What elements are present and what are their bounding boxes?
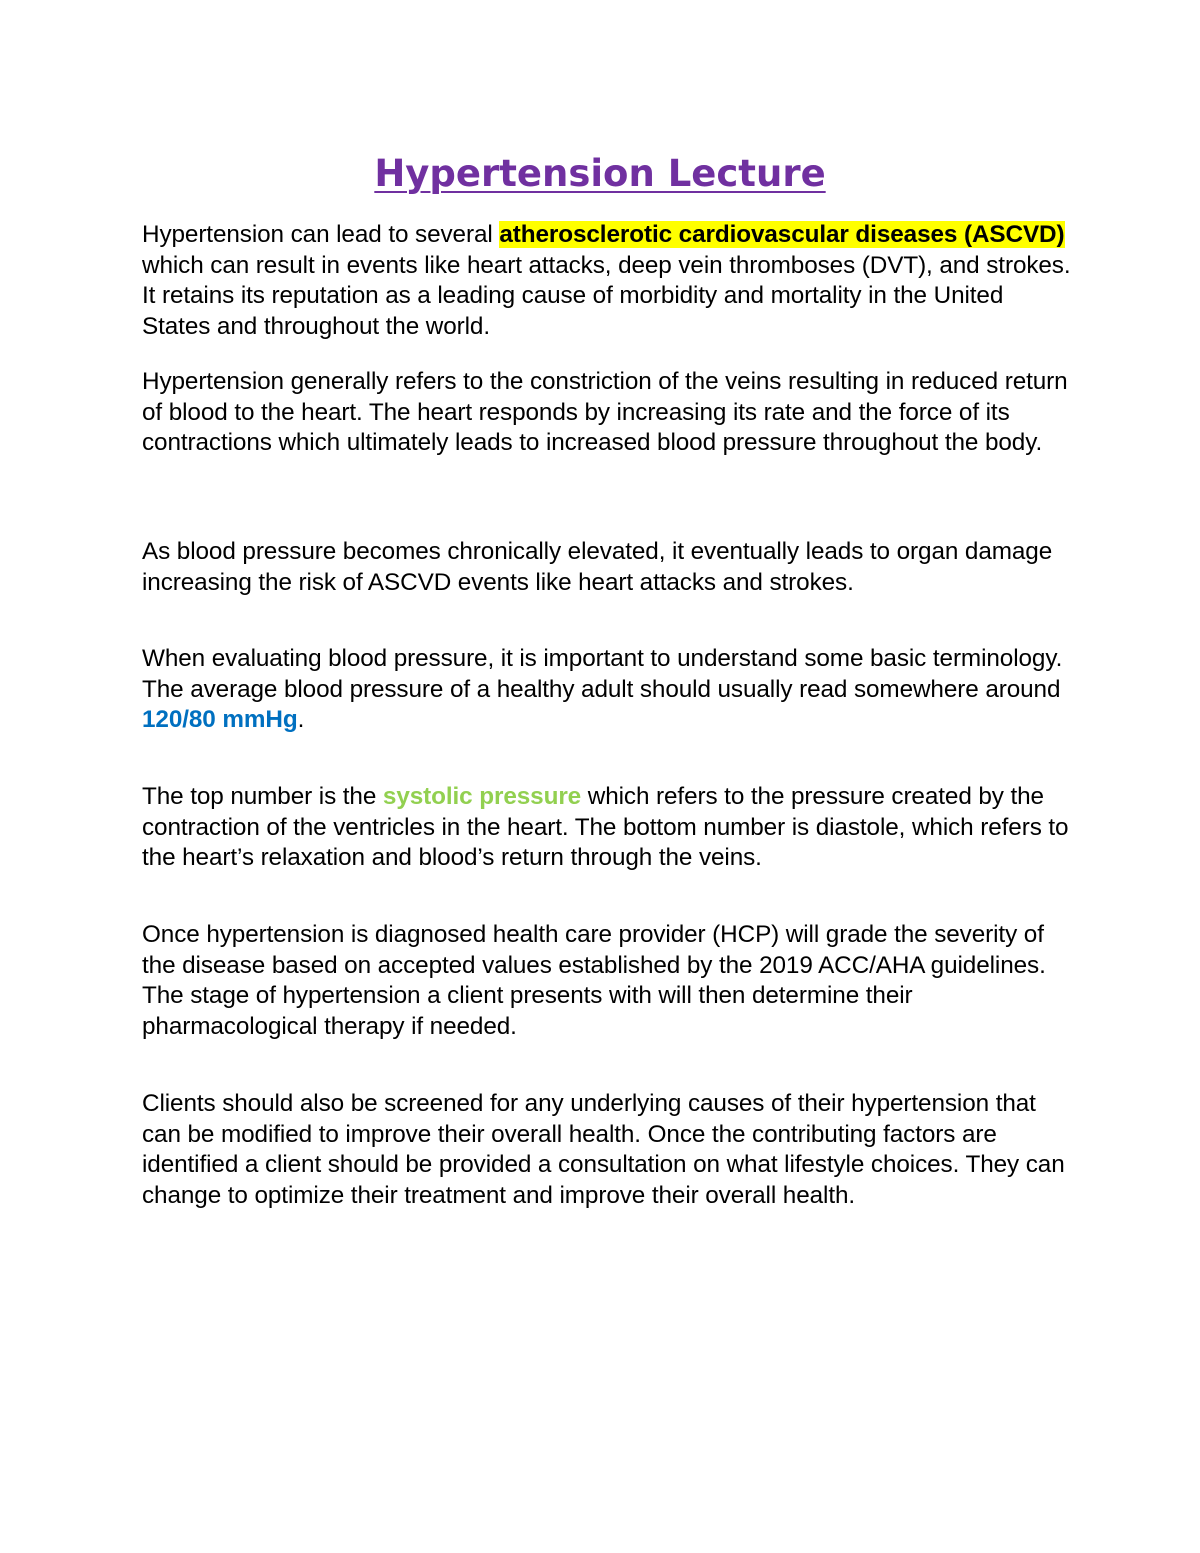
paragraph-text: which refers to the pressure created by the contraction of the ventricles in the heart. The bottom number is diastole, which refers to the heart’s relaxation and blood’s return through the veins. [142,783,1069,872]
paragraph-text: Hypertension can lead to several [142,221,500,248]
paragraph-text: which can result in events like heart attacks, deep vein thromboses (DVT), and strokes. It retains its reputation as a leading cause of morbidity and mortality in the United States and throughout the world. [142,251,1071,341]
paragraph-screening: Clients should also be screened for any underlying causes of their hypertension that can be modified to improve their overall health. Once the contributing factors are identified a client should be provided a consultation on what lifestyle choices. They can change to optimize their treatment and improve their overall health. [142,1090,1065,1210]
systolic-pressure-term: systolic pressure [382,783,582,810]
paragraph-grading: Once hypertension is diagnosed health care provider (HCP) will grade the severity of the disease based on accepted values established by the 2019 ACC/AHA guidelines. The stage of hypertension a client presents with will then determine their pharmacological therapy if needed. [142,921,1046,1041]
blood-pressure-value: 120/80 mmHg [142,706,298,734]
paragraph-terminology [142,644,1072,736]
paragraph-text: When evaluating blood pressure, it is important to understand some basic terminology. The average blood pressure of a healthy adult should usually read somewhere around [142,645,1063,703]
paragraph-text: . [297,706,305,734]
paragraph-definition: Hypertension generally refers to the constriction of the veins resulting in reduced return of blood to the heart. The heart responds by increasing its rate and the force of its contractions which ultimately leads to increased blood pressure throughout the body. [142,368,1068,457]
highlighted-term-ascvd: atherosclerotic cardiovascular diseases (ASCVD) [499,221,1065,248]
page-title: Hypertension Lecture [374,152,826,195]
paragraph-ascvd-intro [142,220,1072,343]
paragraph-organ-damage: As blood pressure becomes chronically elevated, it eventually leads to organ damage increasing the risk of ASCVD events like heart attacks and strokes. [142,538,1053,596]
paragraph-text: The top number is the [142,783,383,810]
paragraph-systolic-diastolic [142,782,1072,874]
